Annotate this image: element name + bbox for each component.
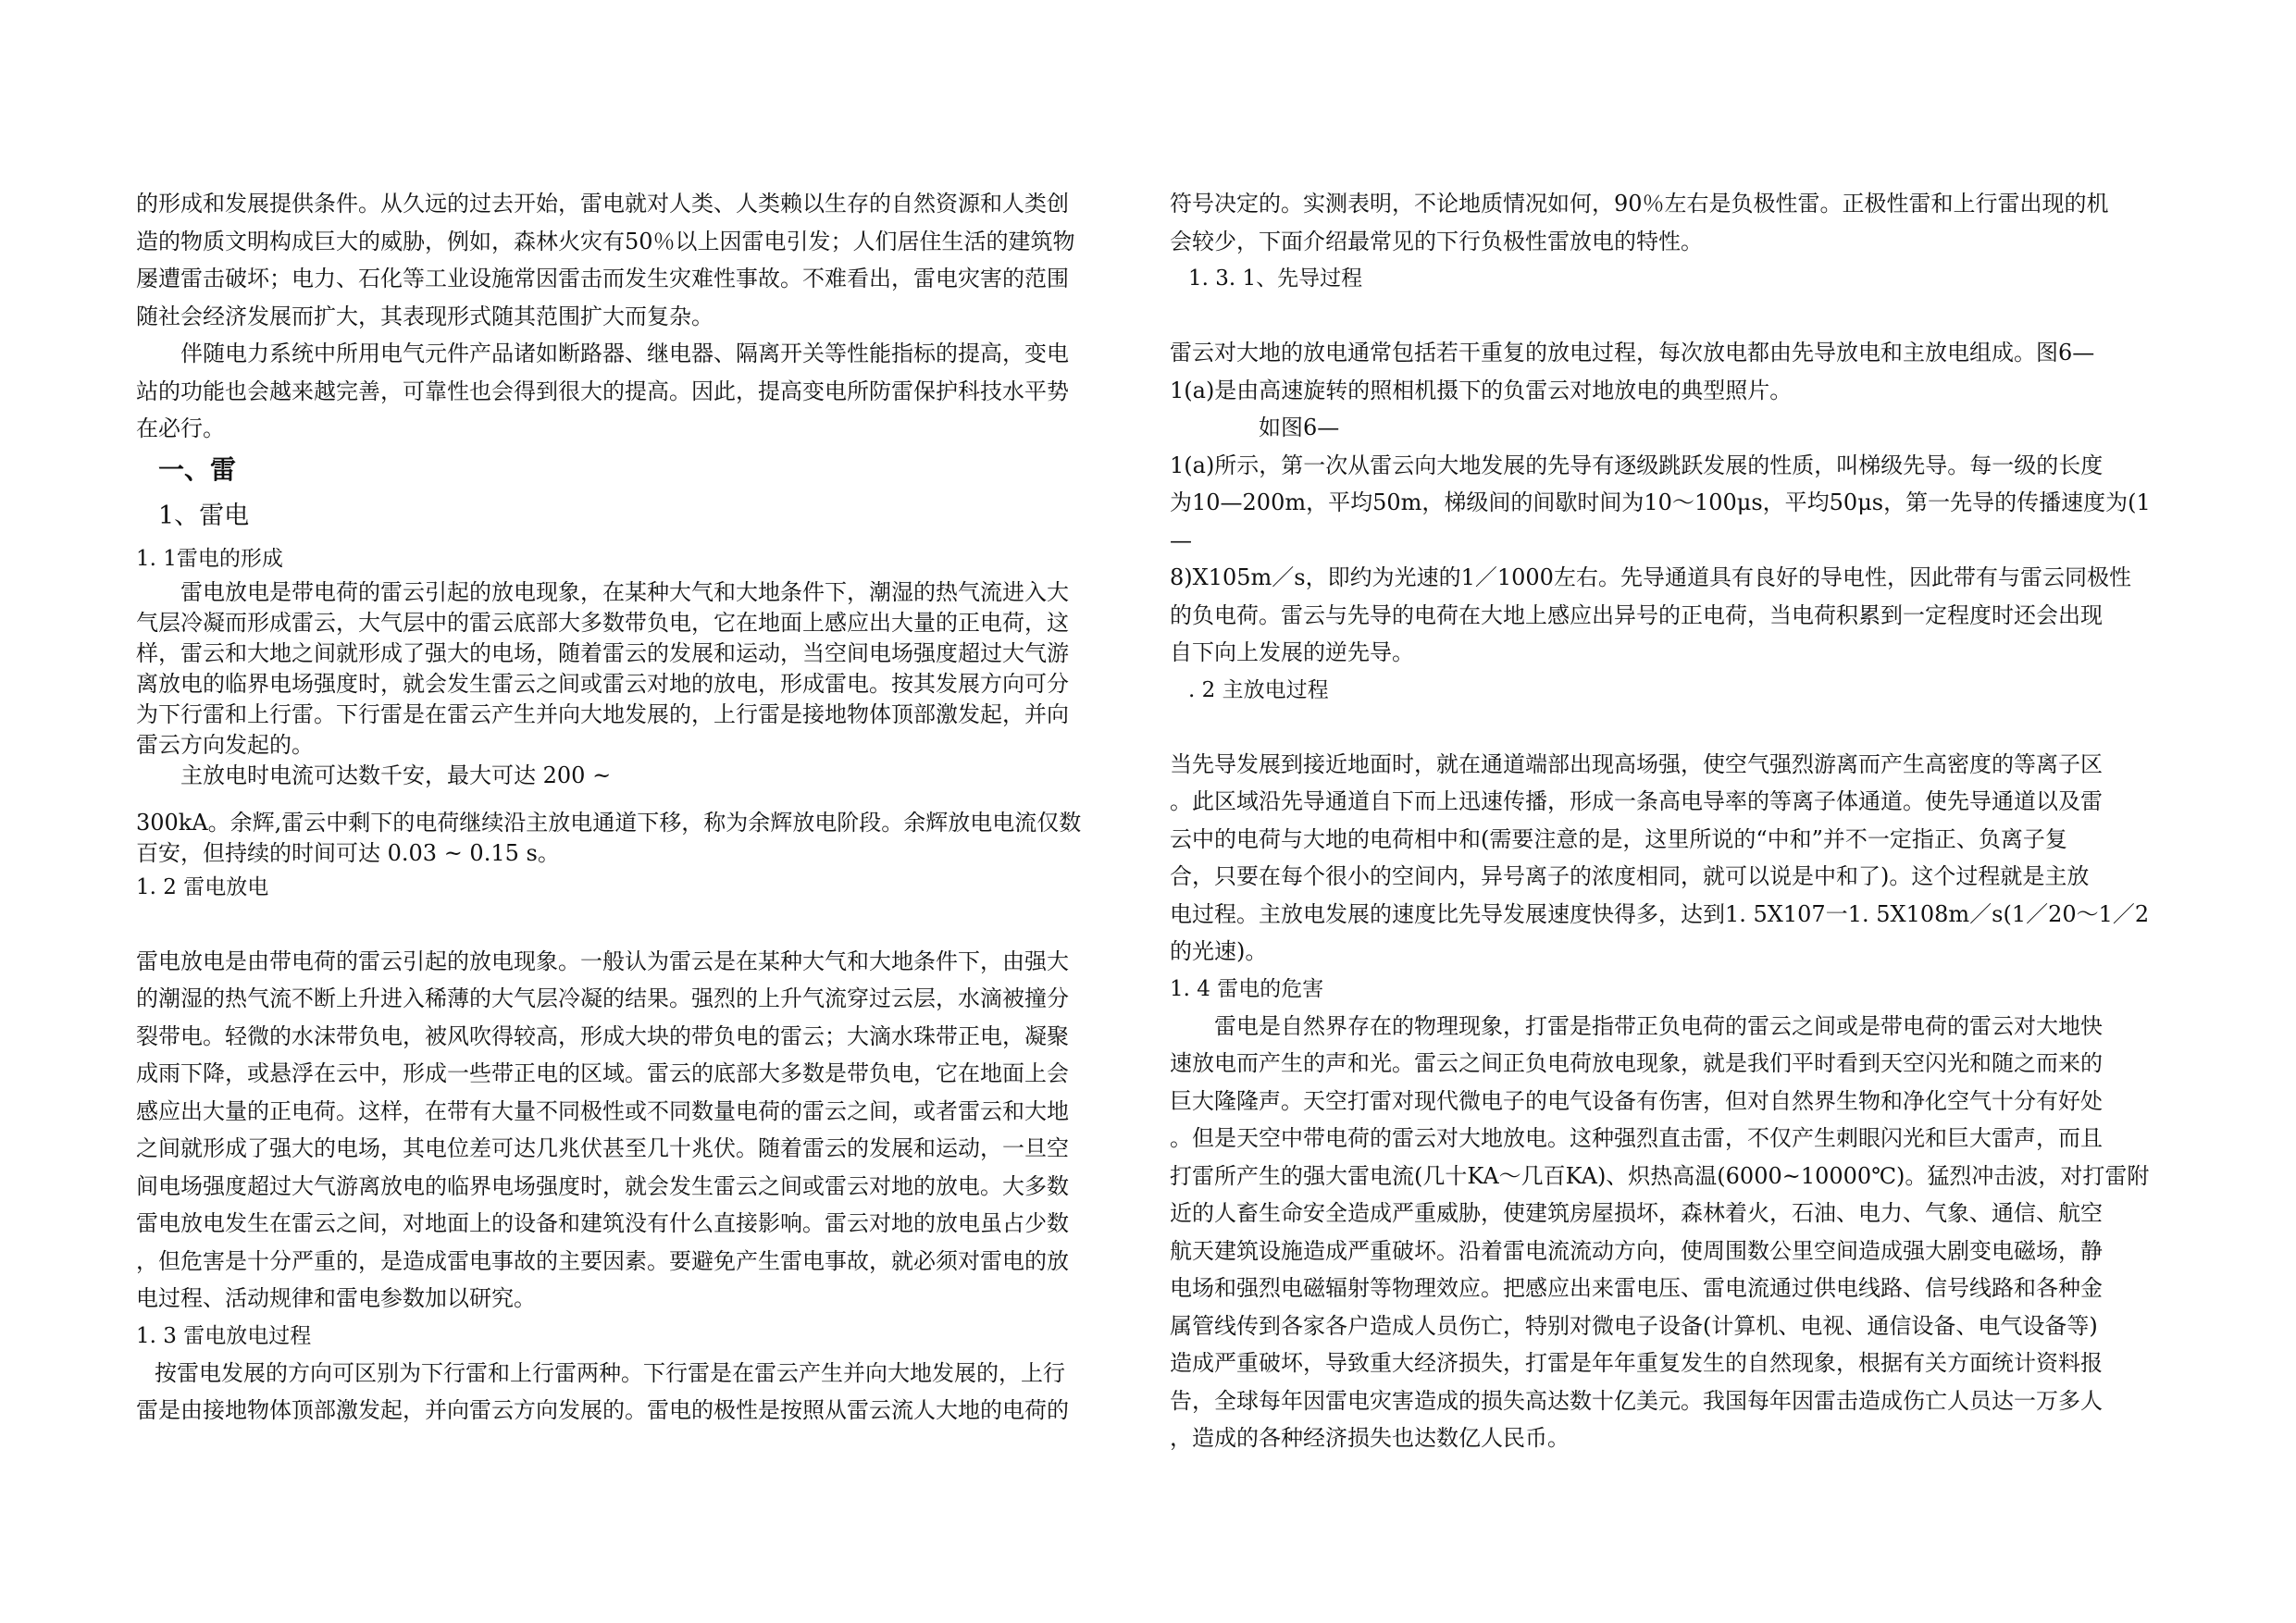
- section-title-1-3: 1. 3 雷电放电过程: [136, 1323, 312, 1348]
- section-title-main-discharge: . 2 主放电过程: [1188, 677, 1329, 702]
- text-line: 雷云对大地的放电通常包括若干重复的放电过程，每次放电都由先导放电和主放电组成。图6—: [1170, 340, 2095, 365]
- text-line: 的负电荷。雷云与先导的电荷在大地上感应出异号的正电荷，当电荷积累到一定程度时还会出现: [1170, 601, 2103, 628]
- text-line: 雷电放电发生在雷云之间，对地面上的设备和建筑没有什么直接影响。雷云对地的放电虽占少数: [136, 1210, 1069, 1236]
- text-line: 离放电的临界电场强度时，就会发生雷云之间或雷云对地的放电，形成雷电。按其发展方向可分: [136, 670, 1069, 697]
- text-line: 合，只要在每个很小的空间内，异号离子的浓度相同，就可以说是中和了)。这个过程就是主放: [1170, 863, 2090, 889]
- text-line: 成雨下降，或悬浮在云中，形成一些带正电的区域。雷云的底部大多数是带负电，它在地面上会: [136, 1060, 1069, 1086]
- text-line: 为下行雷和上行雷。下行雷是在雷云产生并向大地发展的，上行雷是接地物体顶部激发起，并向: [136, 700, 1069, 727]
- text-line: 的光速)。: [1170, 938, 1268, 964]
- text-line: 感应出大量的正电荷。这样，在带有大量不同极性或不同数量电荷的雷云之间，或者雷云和大地: [136, 1097, 1069, 1124]
- text-line: ，但危害是十分严重的，是造成雷电事故的主要因素。要避免产生雷电事故，就必须对雷电的放: [136, 1247, 1069, 1274]
- text-line: —: [1170, 527, 1192, 553]
- text-line: 航天建筑设施造成严重破坏。沿着雷电流流动方向，使周围数公里空间造成强大剧变电磁场，静: [1170, 1237, 2103, 1264]
- section-title-1-1: 1. 1雷电的形成: [136, 546, 283, 571]
- text-line: 当先导发展到接近地面时，就在通道端部出现高场强，使空气强烈游离而产生高密度的等离子区: [1170, 750, 2103, 777]
- text-line: 间电场强度超过大气游离放电的临界电场强度时，就会发生雷云之间或雷云对地的放电。大多数: [136, 1172, 1069, 1199]
- heading-lightning: 一、雷: [158, 453, 237, 485]
- figure-reference: 如图6—: [1259, 415, 1340, 440]
- text-line: 之间就形成了强大的电场，其电位差可达几兆伏甚至几十兆伏。随着雷云的发展和运动，一旦空: [136, 1135, 1069, 1161]
- text-line: 近的人畜生命安全造成严重威胁，使建筑房屋损坏，森林着火，石油、电力、气象、通信、航空: [1170, 1200, 2103, 1226]
- text-line: 屡遭雷击破坏；电力、石化等工业设施常因雷击而发生灾难性事故。不难看出，雷电灾害的范围: [136, 266, 1069, 291]
- text-line: 。但是天空中带电荷的雷云对大地放电。这种强烈直击雷，不仅产生刺眼闪光和巨大雷声，而且: [1170, 1125, 2103, 1151]
- text-line: 1(a)是由高速旋转的照相机摄下的负雷云对地放电的典型照片。: [1170, 377, 1793, 403]
- text-line: 。此区域沿先导通道自下而上迅速传播，形成一条高电导率的等离子体通道。使先导通道以及雷: [1170, 788, 2103, 814]
- text-line: 按雷电发展的方向可区别为下行雷和上行雷两种。下行雷是在雷云产生并向大地发展的，上行: [155, 1359, 1065, 1386]
- text-line: 伴随电力系统中所用电气元件产品诸如断路器、继电器、隔离开关等性能指标的提高，变电: [180, 341, 1069, 366]
- text-line: 自下向上发展的逆先导。: [1170, 639, 1414, 665]
- text-line: 电过程。主放电发展的速度比先导发展速度快得多，达到1. 5X107一1. 5X108m／s(1／20～1／2: [1170, 900, 2150, 927]
- text-line: 随社会经济发展而扩大，其表现形式随其范围扩大而复杂。: [136, 303, 714, 329]
- text-line: 在必行。: [136, 415, 225, 441]
- text-line: 气层冷凝而形成雷云，大气层中的雷云底部大多数带负电，它在地面上感应出大量的正电荷，这: [136, 609, 1069, 636]
- text-line: 会较少，下面介绍最常见的下行负极性雷放电的特性。: [1170, 228, 1703, 254]
- text-line: 雷电放电是带电荷的雷云引起的放电现象，在某种大气和大地条件下，潮湿的热气流进入大: [180, 578, 1069, 605]
- text-line: 为10—200m，平均50m，梯级间的间歇时间为10～100μs，平均50μs，第一先导的传播速度为(1: [1170, 489, 2151, 515]
- text-line: 8)X105m／s，即约为光速的1／1000左右。先导通道具有良好的导电性，因此带有与雷云同极性: [1170, 564, 2131, 590]
- text-line: 速放电而产生的声和光。雷云之间正负电荷放电现象，就是我们平时看到天空闪光和随之而来的: [1170, 1050, 2103, 1076]
- text-line: 样，雷云和大地之间就形成了强大的电场，随着雷云的发展和运动，当空间电场强度超过大气游: [136, 639, 1069, 666]
- text-line: 告，全球每年因雷电灾害造成的损失高达数十亿美元。我国每年因雷击造成伤亡人员达一万多人: [1170, 1387, 2103, 1414]
- text-line: 造的物质文明构成巨大的威胁，例如，森林火灾有50％以上因雷电引发；人们居住生活的建筑物: [136, 228, 1075, 254]
- text-line: 站的功能也会越来越完善，可靠性也会得到很大的提高。因此，提高变电所防雷保护科技水平势: [136, 378, 1069, 404]
- text-line: 电过程、活动规律和雷电参数加以研究。: [136, 1285, 536, 1311]
- text-line: 电场和强烈电磁辐射等物理效应。把感应出来雷电压、雷电流通过供电线路、信号线路和各种金: [1170, 1275, 2103, 1301]
- section-title-1-3-1: 1. 3. 1、先导过程: [1188, 266, 1363, 291]
- text-line: 雷是由接地物体顶部激发起，并向雷云方向发展的。雷电的极性是按照从雷云流人大地的电荷的: [136, 1397, 1069, 1423]
- text-line: 云中的电荷与大地的电荷相中和(需要注意的是，这里所说的“中和”并不一定指正、负离子复: [1170, 825, 2067, 852]
- text-line: 裂带电。轻微的水沫带负电，被风吹得较高，形成大块的带负电的雷云；大滴水珠带正电，凝聚: [136, 1022, 1069, 1049]
- right-column: [1170, 185, 2156, 1457]
- text-line: 雷电放电是由带电荷的雷云引起的放电现象。一般认为雷云是在某种大气和大地条件下，由强大: [136, 948, 1069, 974]
- text-line: 打雷所产生的强大雷电流(几十KA～几百KA)、炽热高温(6000~10000℃)。猛烈冲击波，对打雷附: [1170, 1162, 2150, 1189]
- heading-lightning-electric: 1、雷电: [158, 501, 250, 530]
- text-line: 雷云方向发起的。: [136, 731, 314, 758]
- text-line: 属管线传到各家各户造成人员伤亡，特别对微电子设备(计算机、电视、通信设备、电气设备等): [1170, 1312, 2098, 1339]
- left-column: [136, 185, 1123, 1430]
- text-line: 主放电时电流可达数千安，最大可达 200 ~: [180, 762, 612, 788]
- text-line: 的潮湿的热气流不断上升进入稀薄的大气层冷凝的结果。强烈的上升气流穿过云层，水滴被撞分: [136, 985, 1069, 1011]
- section-title-1-4: 1. 4 雷电的危害: [1170, 976, 1324, 1001]
- text-line: 造成严重破坏，导致重大经济损失，打雷是年年重复发生的自然现象，根据有关方面统计资料报: [1170, 1350, 2103, 1376]
- text-line: 300kA。余辉,雷云中剩下的电荷继续沿主放电通道下移，称为余辉放电阶段。余辉放电电流仅数: [136, 809, 1082, 836]
- text-line: ，造成的各种经济损失也达数亿人民币。: [1170, 1425, 1570, 1451]
- section-title-1-2: 1. 2 雷电放电: [136, 874, 269, 899]
- text-line: 符号决定的。实测表明，不论地质情况如何，90％左右是负极性雷。正极性雷和上行雷出现的机: [1170, 191, 2109, 217]
- text-line: 巨大隆隆声。天空打雷对现代微电子的电气设备有伤害，但对自然界生物和净化空气十分有好处: [1170, 1087, 2103, 1114]
- text-line: 的形成和发展提供条件。从久远的过去开始，雷电就对人类、人类赖以生存的自然资源和人类创: [136, 191, 1069, 217]
- text-line: 雷电是自然界存在的物理现象，打雷是指带正负电荷的雷云之间或是带电荷的雷云对大地快: [1214, 1012, 2103, 1039]
- text-line: 百安，但持续的时间可达 0.03 ~ 0.15 s。: [136, 839, 560, 866]
- text-line: 1(a)所示，第一次从雷云向大地发展的先导有逐级跳跃发展的性质，叫梯级先导。每一级的长度: [1170, 452, 2104, 478]
